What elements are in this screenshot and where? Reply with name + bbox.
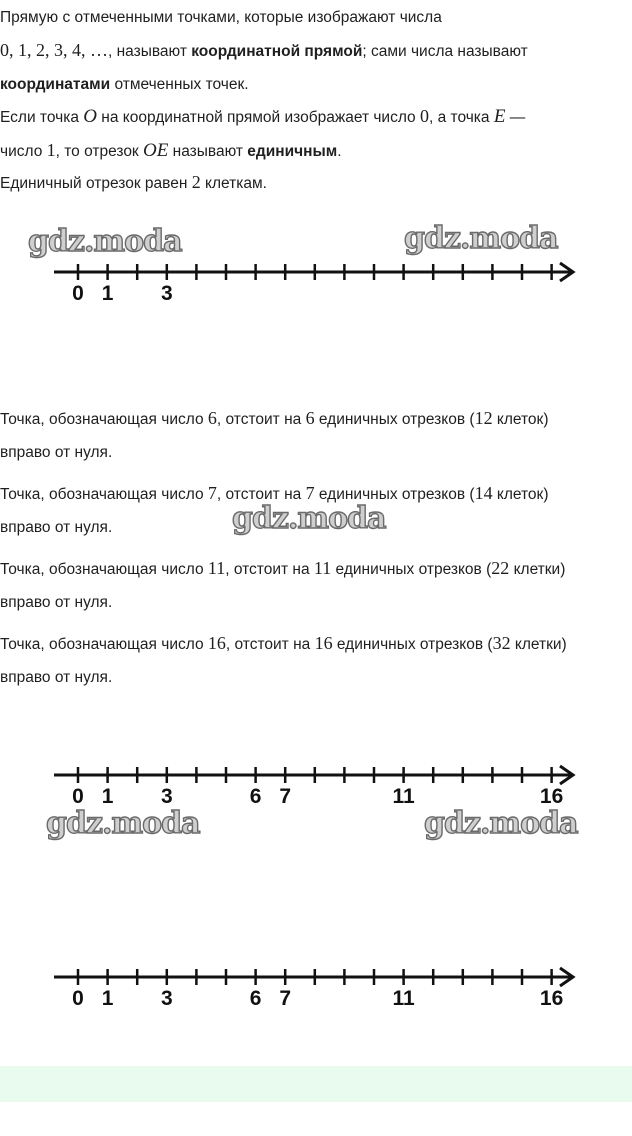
intro-text: Прямую с отмеченными точками, которые изображают числа — [0, 9, 442, 26]
watermark-logo: gdz.moda — [232, 501, 386, 536]
tick-label: 0 — [72, 987, 84, 1010]
fact-paragraph-7 — [0, 477, 632, 544]
number-line-3 — [0, 957, 632, 1027]
tick-label: 6 — [249, 785, 262, 808]
intro-text: , то отрезок — [55, 143, 144, 160]
fact-text: вправо от нуля. — [0, 444, 113, 461]
tick-label: 3 — [160, 987, 173, 1010]
number-line-1 — [0, 252, 632, 322]
tick-label: 11 — [392, 785, 415, 808]
point-E: E — [493, 106, 506, 127]
fact-text: вправо от нуля. — [0, 594, 113, 611]
intro-text: клеткам. — [200, 175, 267, 192]
fact-number: 7 — [305, 483, 315, 503]
bottom-bar — [0, 1066, 632, 1102]
fact-number: 16 — [314, 633, 333, 653]
numbers-sequence: 0, 1, 2, 3, 4, … — [0, 40, 108, 60]
fact-text: вправо от нуля. — [0, 669, 113, 686]
number-one: 1 — [46, 140, 56, 160]
tick-label: 6 — [249, 987, 262, 1010]
fact-text: , отстоит на — [216, 411, 306, 428]
watermark-logo: gdz.moda — [46, 806, 200, 841]
fact-text: , отстоит на — [225, 561, 314, 578]
tick-label: 1 — [101, 282, 114, 305]
tick-label: 11 — [392, 987, 415, 1010]
fact-number: 16 — [207, 633, 226, 653]
segment-OE: OE — [143, 140, 169, 161]
intro-text: Если точка — [0, 109, 84, 126]
tick-label: 7 — [279, 987, 292, 1010]
fact-text: Точка, обозначающая число — [0, 411, 208, 428]
fact-number: 12 — [474, 408, 493, 428]
fact-text: Точка, обозначающая число — [0, 561, 208, 578]
fact-number: 11 — [313, 558, 332, 578]
number-line-2 — [0, 755, 632, 825]
fact-text: единичных отрезков ( — [331, 561, 492, 578]
fact-number: 32 — [492, 633, 511, 653]
number-zero: 0 — [419, 106, 429, 126]
fact-text: клеток) — [492, 486, 549, 503]
intro-text: число — [0, 143, 47, 160]
fact-text: клетки) — [510, 636, 567, 653]
fact-number: 6 — [305, 408, 315, 428]
intro-text: отмеченных точек. — [110, 76, 249, 93]
watermark-logo: gdz.moda — [424, 806, 578, 841]
fact-text: , отстоит на — [216, 486, 306, 503]
tick-label: 0 — [72, 785, 84, 808]
fact-paragraph-16 — [0, 627, 632, 694]
number-two: 2 — [191, 172, 201, 192]
intro-text: ; сами числа называют — [362, 43, 528, 60]
intro-text: , называют — [108, 43, 192, 60]
tick-label: 1 — [101, 987, 114, 1010]
fact-number: 11 — [207, 558, 226, 578]
fact-number: 14 — [474, 483, 493, 503]
number-line-svg — [0, 755, 632, 789]
fact-paragraph-6 — [0, 402, 632, 469]
tick-label: 7 — [279, 785, 292, 808]
fact-number: 7 — [207, 483, 217, 503]
intro-paragraph-1 — [0, 1, 632, 101]
intro-paragraph-3 — [0, 166, 632, 200]
intro-paragraph-2 — [0, 100, 632, 168]
term-unit: единичным — [247, 143, 338, 160]
intro-text: , а точка — [428, 109, 494, 126]
fact-text: единичных отрезков ( — [314, 486, 475, 503]
intro-text: называют — [168, 143, 248, 160]
fact-text: единичных отрезков ( — [314, 411, 475, 428]
fact-text: , отстоит на — [225, 636, 315, 653]
fact-text: единичных отрезков ( — [332, 636, 493, 653]
tick-label: 1 — [101, 785, 114, 808]
tick-label: 3 — [160, 785, 173, 808]
number-line-svg — [0, 252, 632, 286]
term-coordinate-line: координатной прямой — [191, 43, 363, 60]
tick-label: 16 — [539, 785, 564, 808]
fact-text: клетки) — [509, 561, 566, 578]
intro-text: Единичный отрезок равен — [0, 175, 192, 192]
tick-label: 16 — [539, 987, 564, 1010]
number-line-svg — [0, 957, 632, 991]
intro-text: на координатной прямой изображает число — [97, 109, 420, 126]
intro-text: — — [505, 109, 526, 126]
watermark-logo: gdz.moda — [404, 221, 558, 256]
fact-text: Точка, обозначающая число — [0, 486, 208, 503]
point-O: O — [83, 106, 97, 127]
fact-text: вправо от нуля. — [0, 519, 113, 536]
intro-text: . — [337, 143, 342, 160]
term-coordinates: координатами — [0, 76, 111, 93]
fact-text: Точка, обозначающая число — [0, 636, 208, 653]
fact-number: 6 — [207, 408, 217, 428]
fact-paragraph-11 — [0, 552, 632, 619]
fact-number: 22 — [491, 558, 510, 578]
tick-label: 3 — [160, 282, 173, 305]
watermark-logo: gdz.moda — [28, 224, 182, 259]
tick-label: 0 — [72, 282, 84, 305]
fact-text: клеток) — [492, 411, 549, 428]
